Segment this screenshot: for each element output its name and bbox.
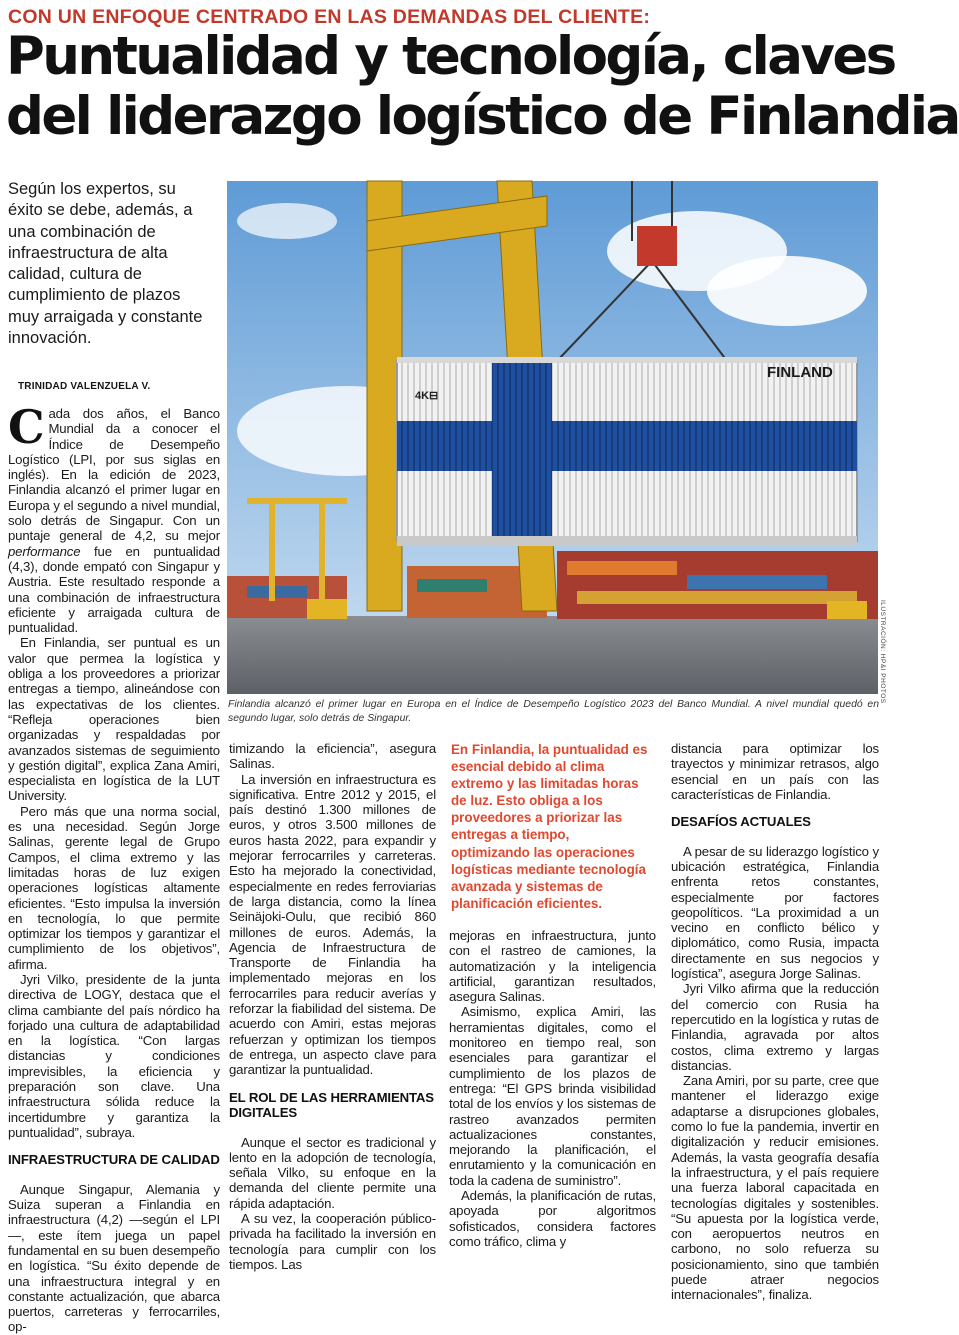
container-label: FINLAND: [767, 364, 833, 381]
photo-caption: Finlandia alcanzó el primer lugar en Europa en el Índice de Desempeño Logístico 2023 del Banco Mundial. A nivel mundial quedó en segundo lugar, solo detrás de Singapur.: [228, 699, 879, 724]
deck-line: calidad, cultura de: [8, 265, 142, 284]
paragraph: En Finlandia, ser puntual es un valor que permea la logística y obliga a los proveedores a priorizar entregas a tiempo, alineándose con las expectativas de los clientes. “Refleja operaciones bien organizadas y respaldadas por avanzados sistemas de seguimiento y gestión digital”, explica Zana Amiri, especialista en logística de la LUT University.: [8, 635, 220, 804]
headline: [6, 26, 959, 147]
kicker: CON UN ENFOQUE CENTRADO EN LAS DEMANDAS DEL CLIENTE:: [8, 6, 651, 28]
deck-line: Según los expertos, su: [8, 180, 176, 198]
column-3: [449, 928, 656, 1249]
paragraph: Aunque el sector es tradicional y lento en la adopción de tecnología, señala Vilko, su enfoque en la demanda del cliente permite una rápida adaptación.: [229, 1134, 436, 1211]
paragraph: distancia para optimizar los trayectos y minimizar retrasos, algo esencial en un país con las características de Finlandia.: [671, 741, 879, 802]
pull-quote-line: entregas a tiempo,: [451, 827, 570, 843]
column-4: [671, 741, 879, 1303]
paragraph: A pesar de su liderazgo logístico y ubicación estratégica, Finlandia enfrenta retos constantes, especialmente por factores geopolíticos. “La proximidad a un vecino en conflicto bélico y diplomático, como Rusia, impacta directamente en sus negocios y logística”, asegura Jorge Salinas.: [671, 843, 879, 982]
paragraph: Pero más que una norma social, es una necesidad. Según Jorge Salinas, gerente legal de Grupo Campos, el clima extremo y las limitadas horas de luz exigen operaciones logísticas altamente eficientes. “Esto impulsa la inversión en tecnología, lo que permite optimizar los tiempos y garantizar el cumplimiento de los objetivos”, afirma.: [8, 803, 220, 972]
pull-quote-line: extremo y las limitadas horas: [451, 776, 639, 792]
pull-quote-line: optimizando las operaciones: [451, 844, 635, 860]
paragraph: Jyri Vilko afirma que la reducción del comercio con Rusia ha repercutido en la logística y rutas de Finlandia, agravada por altos costos, clima extremo y largas distancias.: [671, 981, 879, 1073]
paragraph: Asimismo, explica Amiri, las herramientas digitales, como el monitoreo en tiempo real, son esenciales para garantizar el cumplimiento de los plazos de entrega: “El GPS brinda visibilidad total de los envíos y los sistemas de rastreo avanzados permiten actualizaciones constantes, mejorando la planificación, el enrutamiento y la comunicación en toda la cadena de suministro”.: [449, 1004, 656, 1188]
deck-line: muy arraigada y constante: [8, 307, 203, 326]
paragraph: Aunque Singapur, Alemania y Suiza superan a Finlandia en infraestructura (4,2) —según el LPI—, este ítem juega un papel fundamental en su buen desempeño en logística. “Su éxito depende de una infraestructura integral y en constante actualización, que abarca puertos, carreteras y ferrocarriles, op-: [8, 1181, 220, 1335]
headline-line: del liderazgo logístico de Finlandia: [6, 86, 959, 147]
byline: TRINIDAD VALENZUELA V.: [18, 381, 151, 392]
paragraph: Zana Amiri, por su parte, cree que mantener el liderazgo exige adaptarse a disrupciones globales, como lo fue la pandemia, invertir en digitalización y reducir emisiones. Además, la vasta geografía desafía la infraestructura, y el país requiere una fuerza laboral capacitada en tecnologías digitales y sostenibles. “Su apuesta por la logística verde, con aeropuertos neutros en carbono, no solo refuerza su posicionamiento, sino que también puede atraer negocios internacionales”, finaliza.: [671, 1073, 879, 1303]
deck: [8, 179, 213, 349]
dropcap: C: [8, 400, 45, 454]
paragraph: timizando la eficiencia”, asegura Salinas.: [229, 741, 436, 772]
section-heading: INFRAESTRUCTURA DE CALIDAD: [8, 1152, 220, 1168]
paragraph: Además, la planificación de rutas, apoyada por algoritmos sofisticados, considera factores como tráfico, clima y: [449, 1188, 656, 1249]
photo-credit: [876, 600, 888, 704]
pull-quote: [451, 741, 655, 912]
deck-line: infraestructura de alta: [8, 243, 168, 262]
section-heading: DESAFÍOS ACTUALES: [671, 814, 811, 830]
pull-quote-line: proveedores a priorizar las: [451, 810, 623, 826]
pull-quote-line: avanzada y sistemas de: [451, 878, 603, 894]
column-1: [8, 400, 220, 1335]
headline-line: Puntualidad y tecnología, claves: [6, 26, 895, 87]
paragraph: Jyri Vilko, presidente de la junta directiva de LOGY, destaca que el clima cambiante del país nórdico ha forjado una cultura de adaptabilidad en la logística. “Con largas distancias y condiciones imprevisibles, la eficiencia y preparación son clave. Una infraestructura sólida reduce la incertidumbre y garantiza la puntualidad”, subraya.: [8, 971, 220, 1140]
deck-line: cumplimiento de plazos: [8, 286, 181, 305]
pull-quote-line: de luz. Esto obliga a los: [451, 793, 603, 809]
paragraph: La inversión en infraestructura es significativa. Entre 2012 y 2015, el país destinó 1.300 millones de euros, y otros 3.500 millones de euros hasta 2022, para expandir y mejorar ferrocarriles y carreteras. Esto ha mejorado la conectividad, especialmente en redes ferroviarias de larga distancia, como la línea Seinäjoki-Oulu, que recibió 860 millones de euros. Además, la Agencia de Infraestructura de Transporte de Finlandia ha implementado mejoras en los ferrocarriles para reducir averías y reforzar la fiabilidad del sistema. De acuerdo con Amiri, estas mejoras refuerzan y optimizan los tiempos de entrega, un aspecto clave para garantizar la puntualidad.: [229, 771, 436, 1078]
emphasis-text: performance: [8, 543, 81, 559]
pull-quote-line: logísticas mediante tecnología: [451, 861, 646, 877]
column-2: [229, 741, 436, 1272]
pull-quote-line: esencial debido al clima: [451, 759, 605, 775]
deck-line: innovación.: [8, 329, 92, 348]
finland-container: [397, 357, 857, 546]
hero-photo: [227, 181, 878, 694]
deck-line: una combinación de: [8, 222, 156, 241]
paragraph: [8, 400, 220, 636]
pull-quote-line: En Finlandia, la puntualidad es: [451, 742, 648, 757]
photo-credit-text: ILUSTRACIÓN: HP&I PHOTOS: [879, 600, 886, 704]
paragraph-text: ada dos años, el Banco Mundial da a conocer el Índice de Desempeño Logístico (LPI, por sus siglas en inglés). En la edición de 2023, Finlandia alcanzó el primer lugar en Europa y el segundo a nivel mundial, solo detrás de Singapur. Con un puntaje general de 4,2, su mejor: [8, 406, 220, 544]
section-heading: EL ROL DE LAS HERRAMIENTAS DIGITALES: [229, 1089, 434, 1121]
paragraph: mejoras en infraestructura, junto con el rastreo de camiones, la automatización y la inteligencia artificial, garantizan resultados, asegura Salinas.: [449, 928, 656, 1005]
deck-line: éxito se debe, además, a: [8, 201, 193, 220]
pull-quote-line: planificación eficientes.: [451, 895, 603, 911]
container-code: 4K⊟: [415, 390, 439, 402]
container-crane-illustration: [227, 181, 878, 694]
paragraph: A su vez, la cooperación público-privada ha facilitado la inversión en tecnología para cumplir con los tiempos. Las: [229, 1211, 436, 1272]
paragraph-text: fue en puntualidad (4,3), donde empató con Singapur y Austria. Este resultado responde a una combinación de infraestructura eficiente y arraigada cultura de puntualidad.: [8, 543, 220, 636]
